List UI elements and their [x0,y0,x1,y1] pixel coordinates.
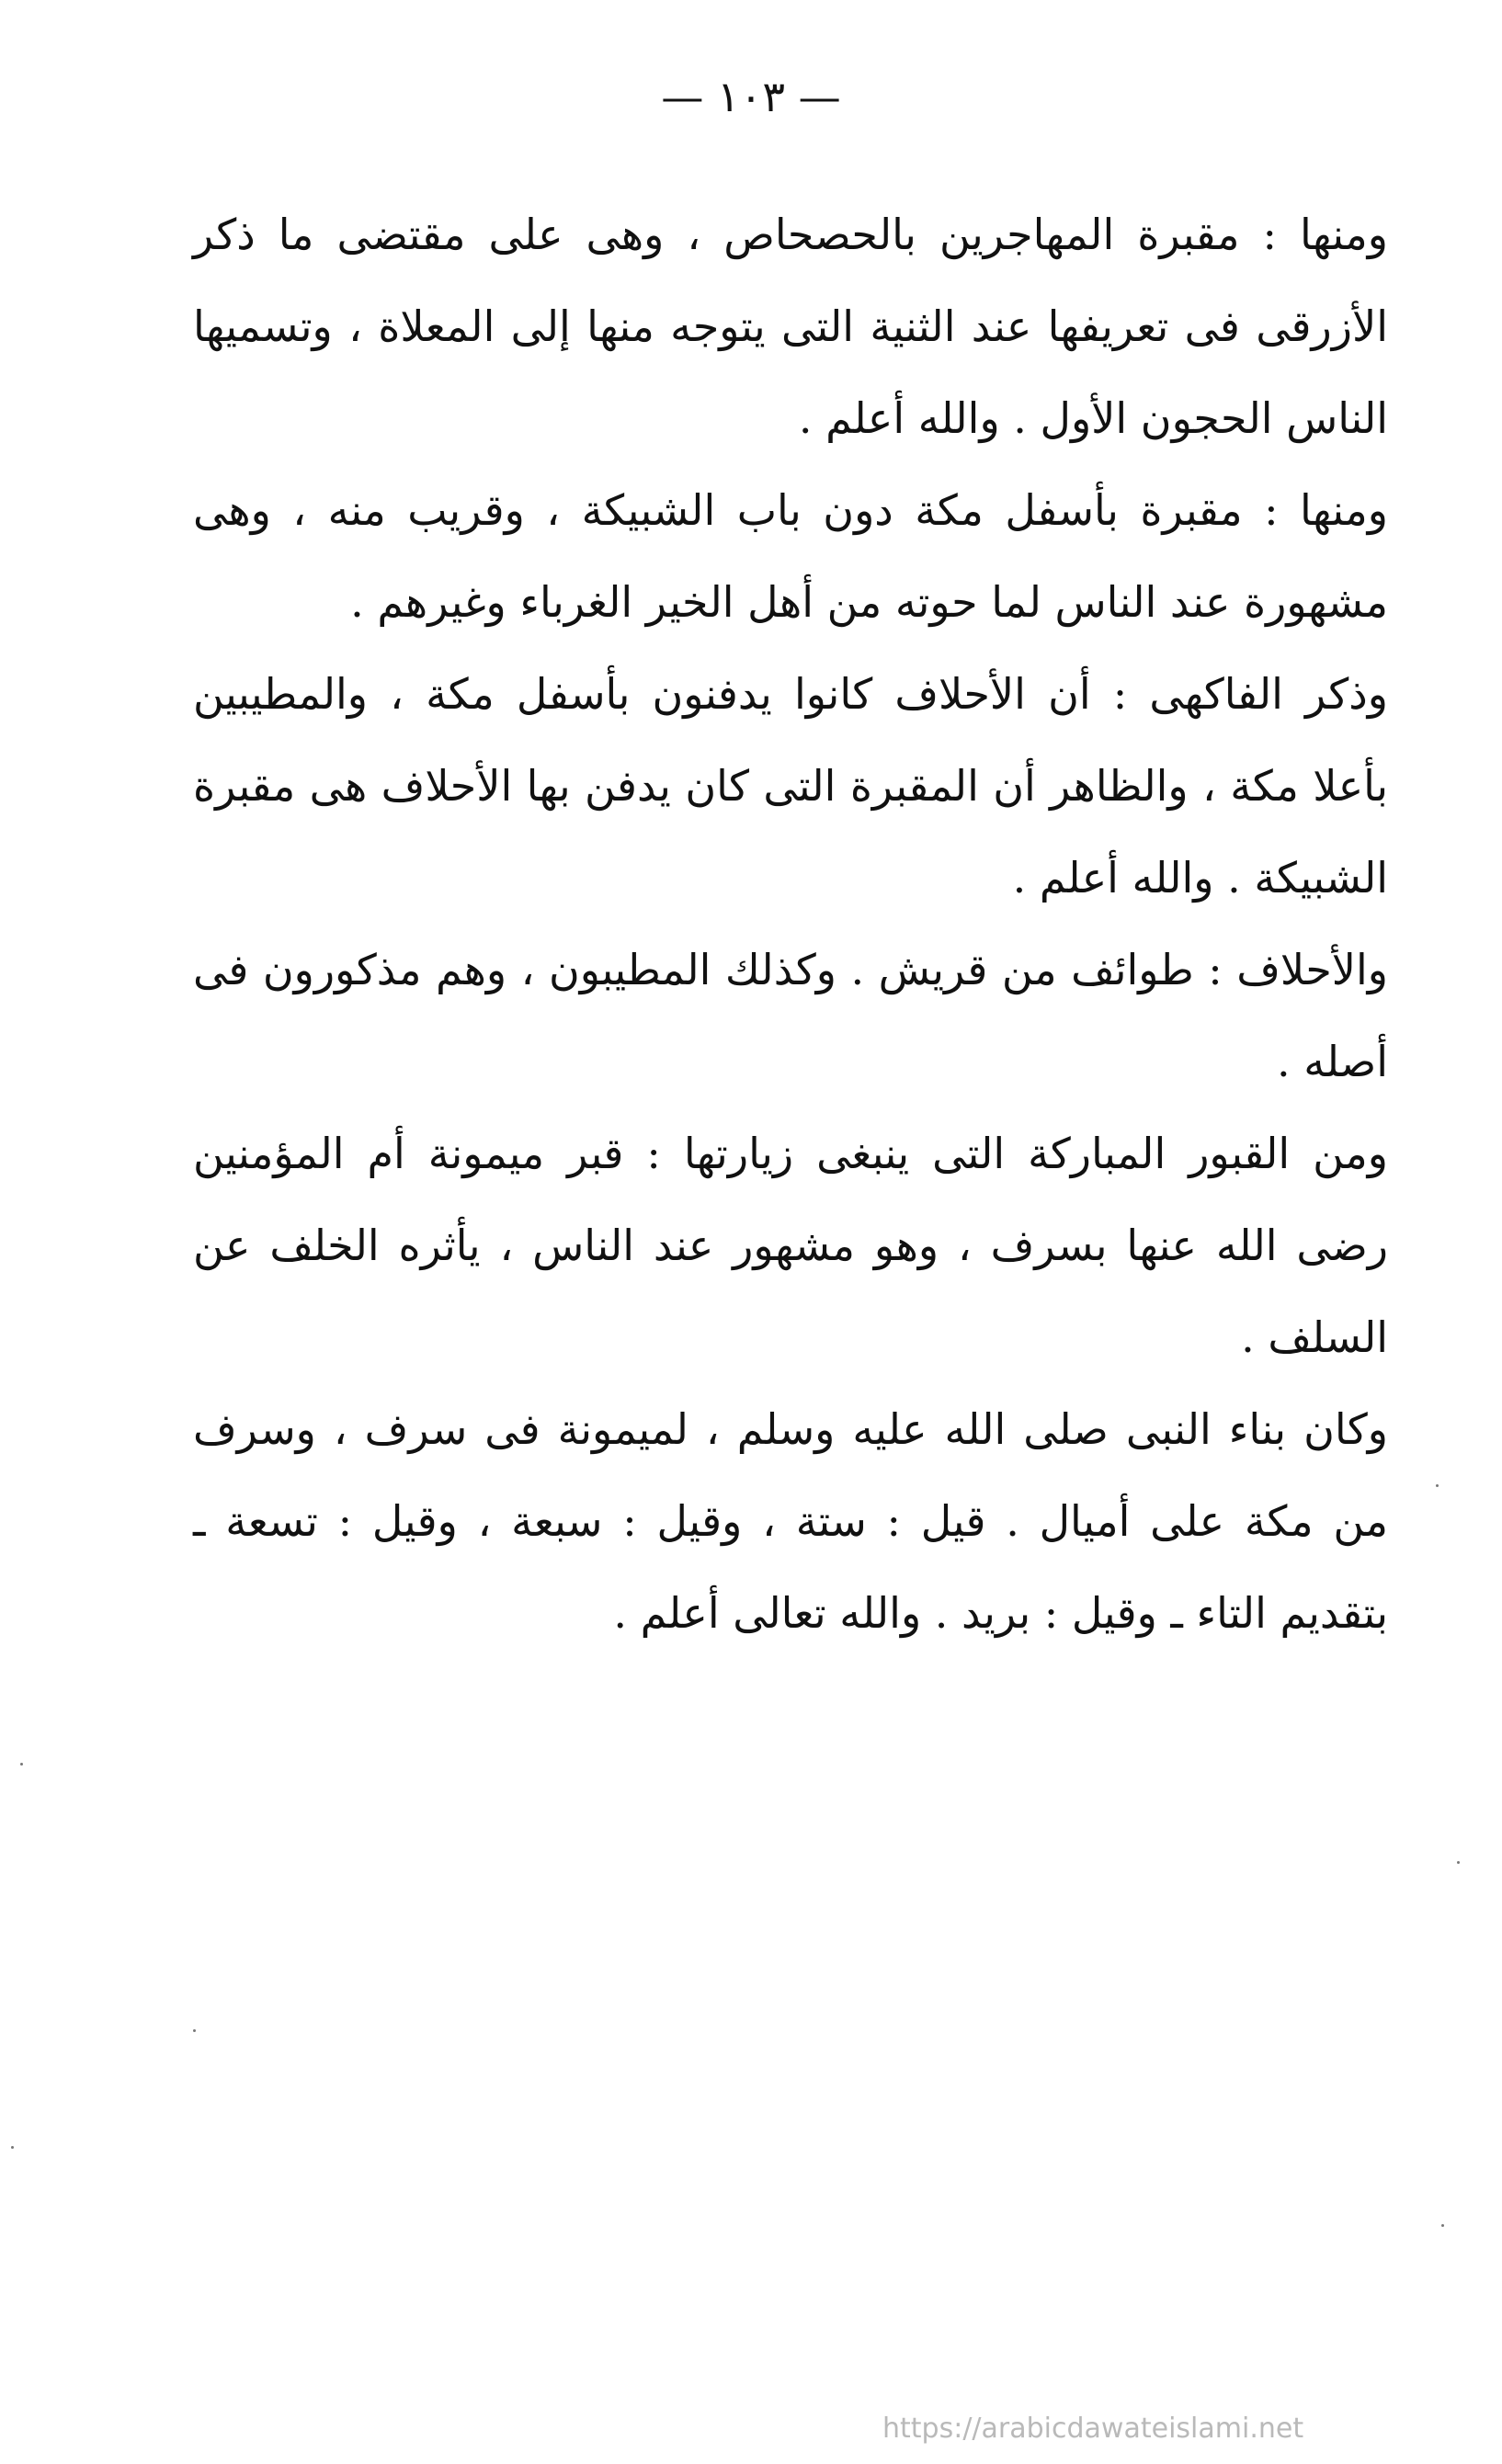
paragraph-5: ومن القبور المباركة التى ينبغى زيارتها : قبر ميمونة أم المؤمنين رضى الله عنها بسرف ، وهو مشهور عند الناس ، يأثره الخلف عن السلف . [193,1129,1388,1362]
paragraph-1: ومنها : مقبرة المهاجرين بالحصحاص ، وهى على مقتضى ما ذكر الأزرقى فى تعريفها عند الثنية التى يتوجه منها إلى المعلاة ، وتسميها الناس الحجون الأول . والله أعلم . [193,210,1388,443]
watermark-url: https://arabicdawateislami.net [882,2413,1304,2445]
page-number: — ١٠٣ — [661,72,841,121]
paragraph-2: ومنها : مقبرة بأسفل مكة دون باب الشبيكة ، وقريب منه ، وهى مشهورة عند الناس لما حوته من أهل الخير الغرباء وغيرهم . [193,485,1388,627]
scan-speck [11,2146,14,2149]
paragraph-3: وذكر الفاكهى : أن الأحلاف كانوا يدفنون بأسفل مكة ، والمطيبين بأعلا مكة ، والظاهر أن المقبرة التى كان يدفن بها الأحلاف هى مقبرة الشبيكة . والله أعلم . [193,669,1388,903]
scan-speck [193,2029,196,2032]
scan-speck [1457,1861,1460,1864]
body-text [193,188,1388,1659]
scan-speck [1436,1484,1439,1487]
paragraph-6: وكان بناء النبى صلى الله عليه وسلم ، لميمونة فى سرف ، وسرف من مكة على أميال . قيل : ستة ، وقيل : سبعة ، وقيل : تسعة ـ بتقديم التاء ـ وقيل : بريد . والله تعالى أعلم . [193,1404,1388,1638]
scan-speck [20,1763,23,1766]
paragraph-4: والأحلاف : طوائف من قريش . وكذلك المطيبون ، وهم مذكورون فى أصله . [193,945,1388,1086]
scan-speck [1441,2224,1444,2227]
